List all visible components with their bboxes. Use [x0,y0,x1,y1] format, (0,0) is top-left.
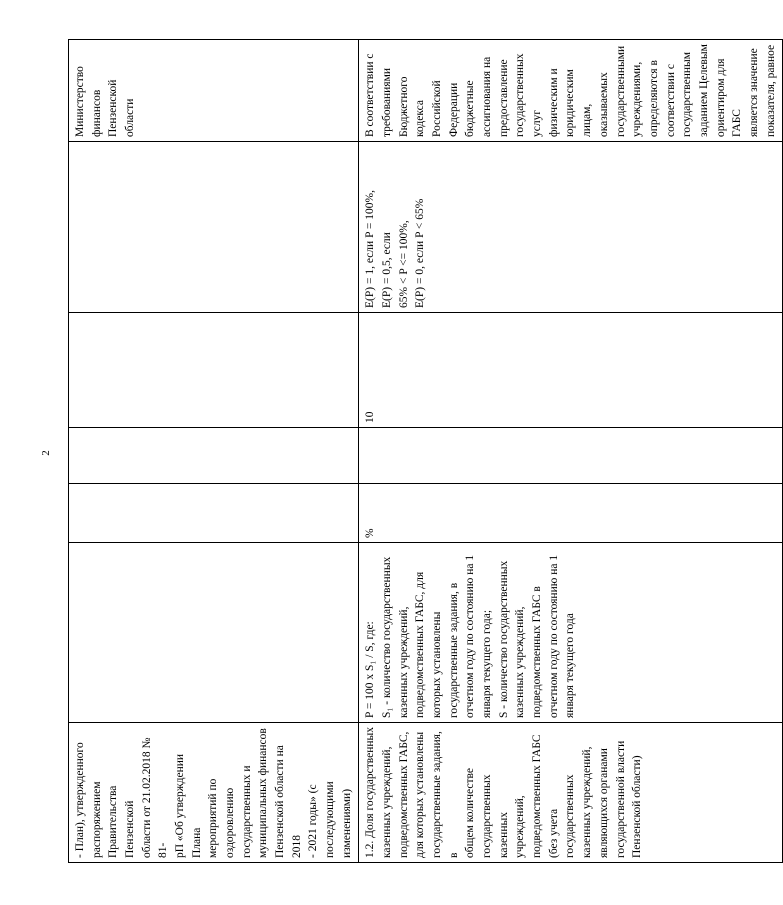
page-number [40,443,52,463]
table-cell [359,543,783,723]
table-cell [359,142,783,313]
table-cell [359,40,783,142]
table-cell [69,313,359,428]
table-cell [69,484,359,543]
table-cell [69,428,359,484]
cell-text: - План), утвержденного распоряжением Правительства Пензенской области от 21.02.2018 № 81- рП «Об утверждении Плана мероприятий по оздоровлению государственных и муниципальных финансов Пензенской области на 2018 - 2021 годы» (с последующими изменениями) [74,728,353,858]
table-cell [359,484,783,543]
table-cell [359,428,783,484]
table-row [359,40,783,863]
cell-text: Министерство финансов Пензенской области [74,66,137,137]
rotated-table-frame [68,40,777,863]
page-number-text: 2 [40,450,52,456]
table-cell [69,142,359,313]
cell-text: % [364,528,377,538]
table-cell [359,723,783,863]
cell-text: В соответствии с требованиями Бюджетного кодекса Российской Федерации бюджетные ассигнования на предоставление государственных услуг физическим и юридическим лицам, оказываемых государственными учреждениями, определяются в соответствии с государственным заданием Целевым ориентиром для ГАБС является значение показателя, равное [364,44,777,137]
table-container [68,40,777,863]
table-row [69,40,359,863]
table-cell [69,723,359,863]
cell-text: 10 [364,411,377,423]
table-cell [359,313,783,428]
indicators-table [68,39,783,863]
table-cell [69,543,359,723]
cell-text: P = 100 x S₁ / S, где: S₁ - количество государственных казенных учреждений, подведомственных ГАБС, для которых установлены государственные задания, в отчетном году по состоянию на 1 января текущего года; S - количество государственных казенных учреждений, подведомственных ГАБС в отчетном году по состоянию на 1 января текущего года [364,554,577,718]
cell-text: E(P) = 1, если P = 100%, E(P) = 0,5, если 65% < P <= 100%, E(P) = 0, если P < 65% [364,190,427,308]
cell-text: 1.2. Доля государственных казенных учреждений, подведомственных ГАБС, для которых установлены государственные задания, в общем количестве государственных казенных учреждений, подведомственных ГАБС (без учета государственных казенных учреждений, являющихся органами государственной власти Пензенской области) [364,726,644,858]
table-cell [69,40,359,142]
